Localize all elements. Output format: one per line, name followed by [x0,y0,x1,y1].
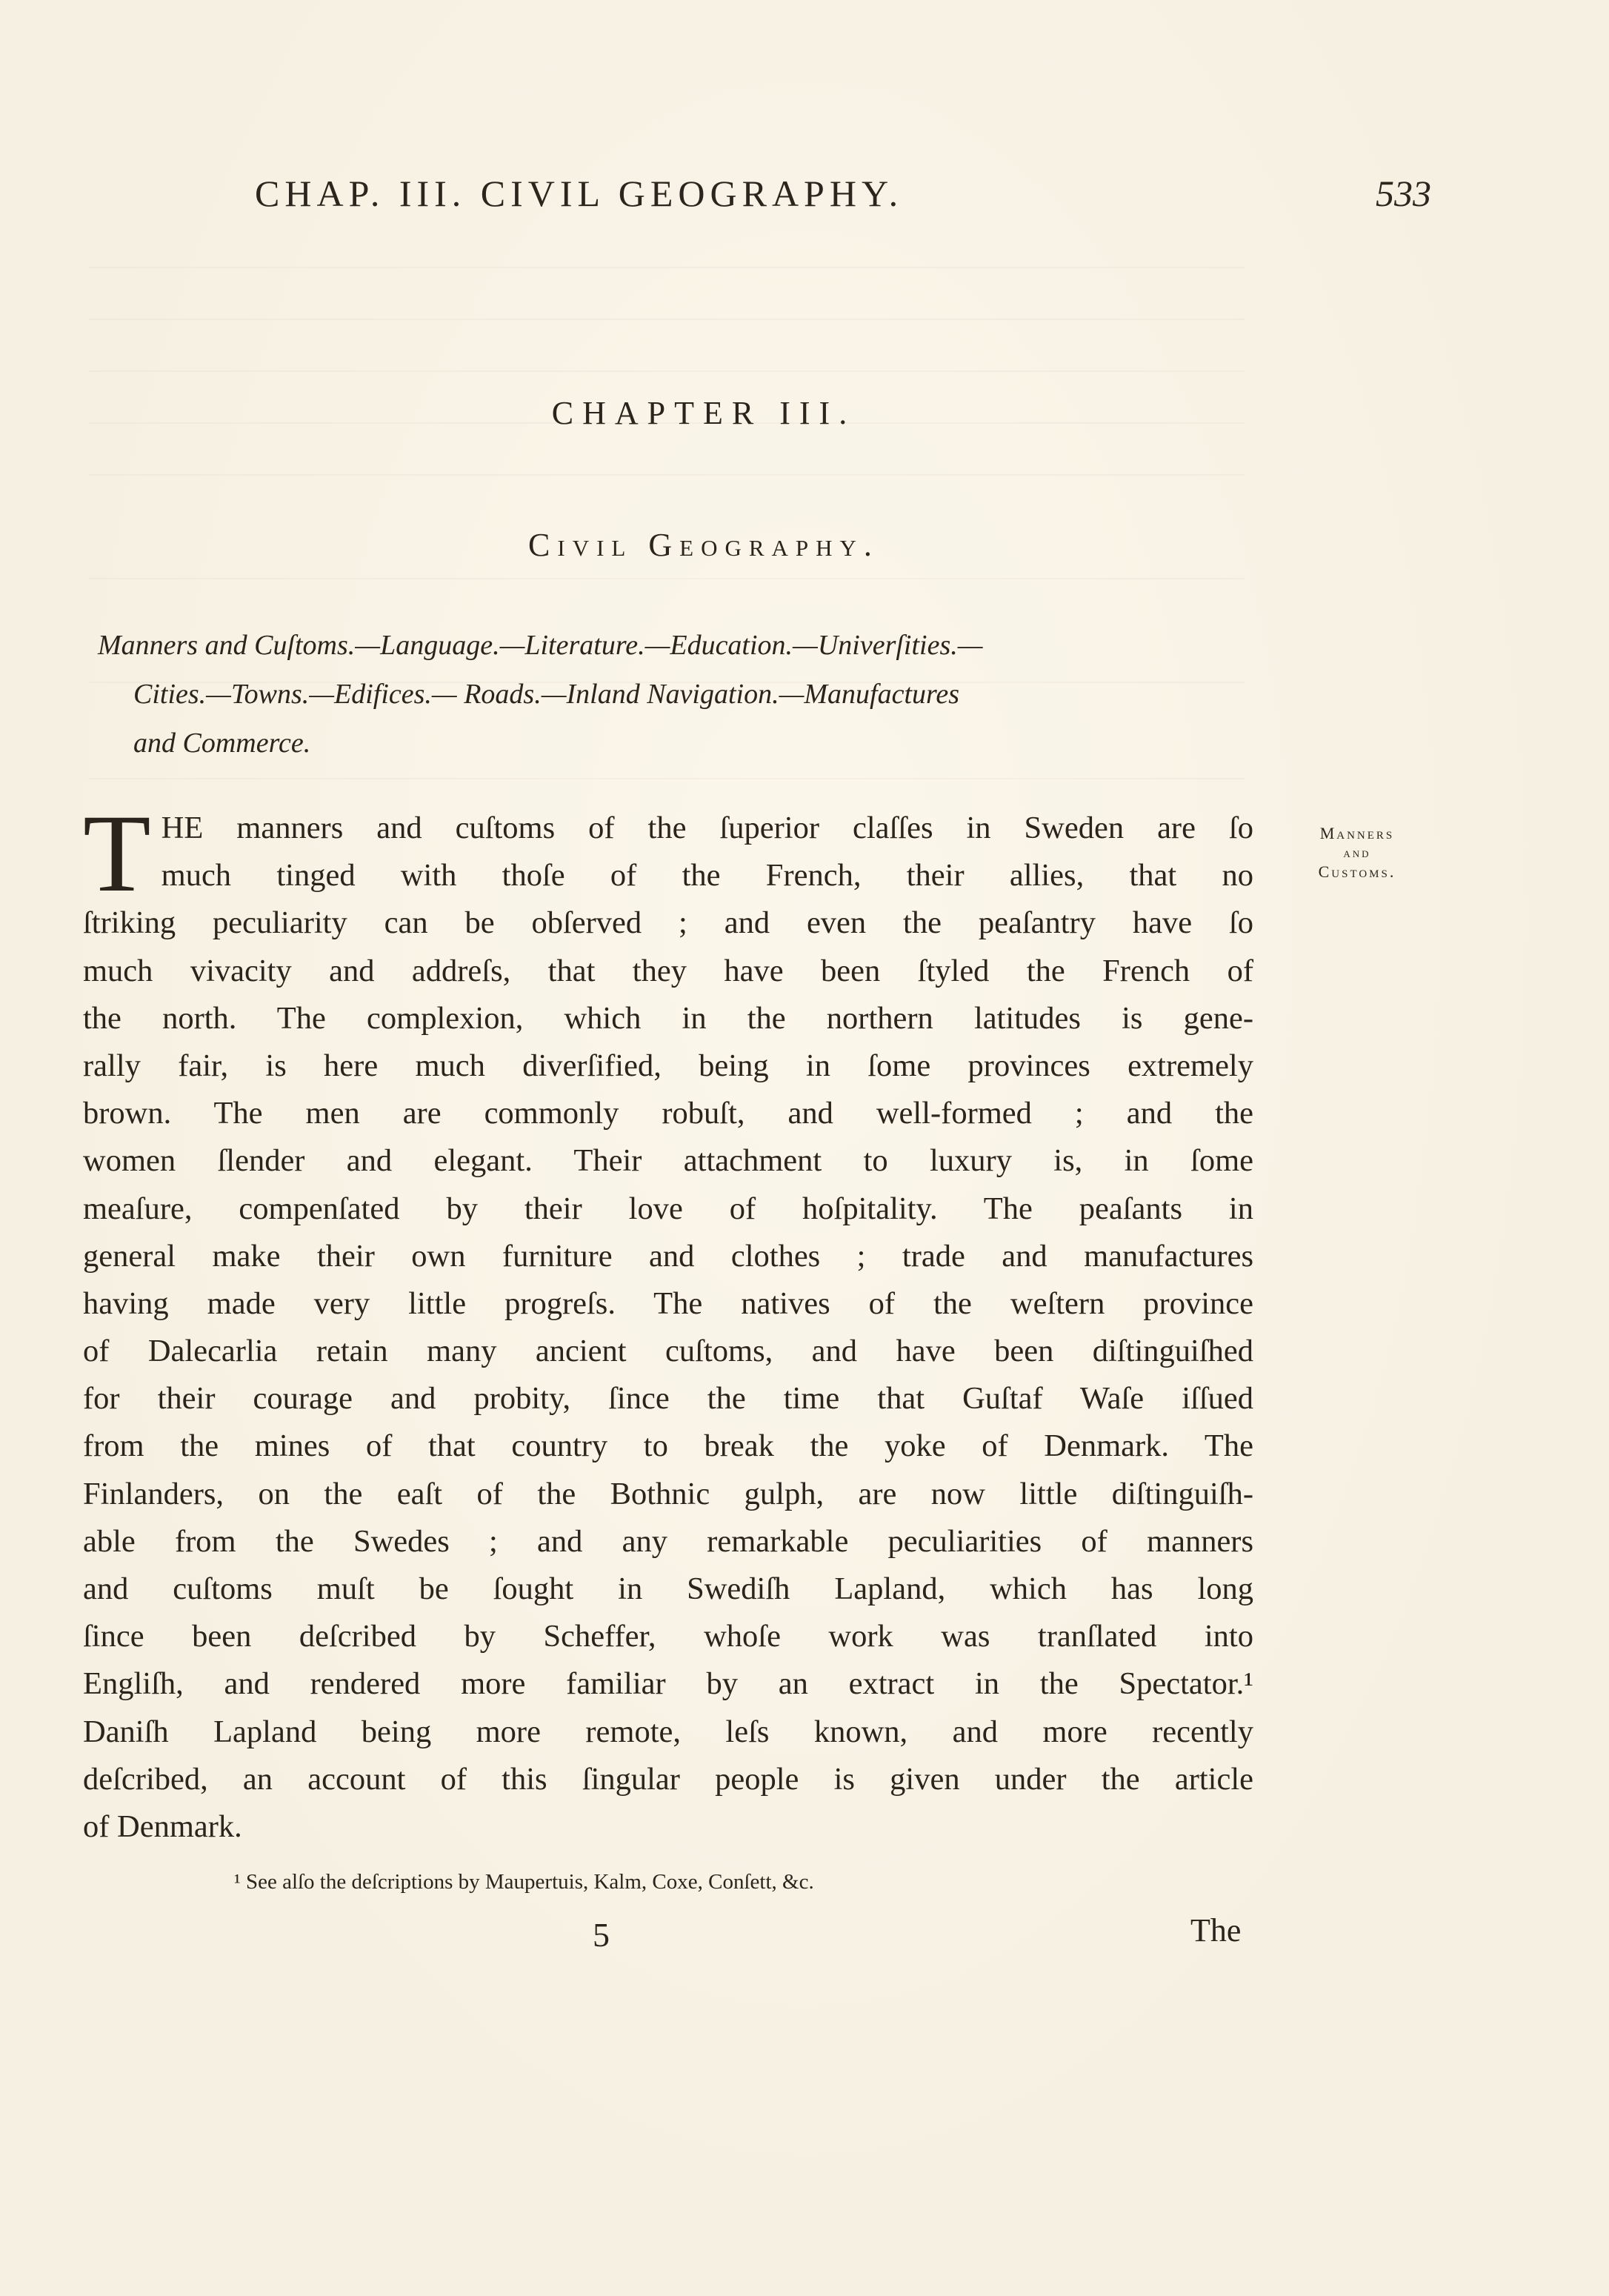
text-line: general make their own furniture and clothes ; trade and manufactures [83,1238,1253,1274]
text-line: for their courage and probity, ſince the time that Guſtaf Waſe iſſued [83,1381,1253,1417]
bleed-through-line [89,267,1245,268]
text-line: rally fair, is here much diverſified, being in ſome provinces extremely [83,1048,1253,1083]
text-line: the north. The complexion, which in the northern latitudes is gene- [83,1000,1253,1036]
margin-note-line: Manners [1319,824,1395,842]
signature-mark: 5 [593,1916,610,1954]
text-line: ſtriking peculiarity can be obſerved ; and even the peaſantry have ſo [83,905,1253,941]
text-line: much vivacity and addreſs, that they have been ſtyled the French of [83,953,1253,988]
text-line: women ſlender and elegant. Their attachment to luxury is, in ſome [83,1143,1253,1179]
text-line: having made very little progreſs. The natives of the weſtern province [83,1285,1253,1321]
contents-line: Manners and Cuſtoms.—Language.—Literature.—Education.—Univerſities.— [98,630,983,661]
margin-note [1290,822,1424,883]
text-line: Daniſh Lapland being more remote, leſs known, and more recently [83,1714,1253,1749]
contents-line: Cities.—Towns.—Edifices.— Roads.—Inland Navigation.—Manufactures [133,679,960,710]
text-line: able from the Swedes ; and any remarkable peculiarities of manners [83,1523,1253,1559]
page-number: 533 [1376,173,1431,214]
text-line: HE manners and cuſtoms of the ſuperior claſſes in Sweden are ſo [161,811,1253,845]
footnote: ¹ See alſo the deſcriptions by Maupertuis, Kalm, Coxe, Conſett, &c. [234,1870,814,1894]
bleed-through-line [89,578,1245,579]
text-line: and cuſtoms muſt be ſought in Swediſh Lapland, which has long [83,1571,1253,1606]
bleed-through-line [89,370,1245,372]
text-line: meaſure, compenſated by their love of hoſpitality. The peaſants in [83,1191,1253,1226]
chapter-title: CHAPTER III. [551,395,856,431]
chapter-contents [98,621,1239,768]
text-line: from the mines of that country to break the yoke of Denmark. The [83,1428,1253,1464]
bleed-through-line [89,474,1245,476]
text-line: much tinged with thoſe of the French, their allies, that no [161,858,1253,894]
text-line: of Denmark. [83,1808,242,1844]
section-title: Civil Geography. [528,527,879,563]
text-line: deſcribed, an account of this ſingular people is given under the article [83,1761,1253,1797]
text-line: of Dalecarlia retain many ancient cuſtoms, and have been diſtinguiſhed [83,1334,1253,1369]
contents-line: and Commerce. [133,728,311,759]
catchword: The [1190,1912,1242,1949]
text-line: Engliſh, and rendered more familiar by an extract in the Spectator.¹ [83,1666,1253,1702]
text-line: ſince been deſcribed by Scheffer, whoſe work was tranſlated into [83,1619,1253,1654]
running-head: CHAP. III. CIVIL GEOGRAPHY. [255,173,904,214]
margin-note-line: Customs. [1318,862,1396,881]
drop-cap: T [83,792,151,915]
margin-note-line: and [1343,845,1371,860]
body-paragraph [83,792,1253,1851]
text-line: brown. The men are commonly robuſt, and well-formed ; and the [83,1096,1253,1131]
text-line: Finlanders, on the eaſt of the Bothnic gulph, are now little diſtinguiſh- [83,1476,1253,1511]
bleed-through-line [89,778,1245,779]
bleed-through-line [89,319,1245,320]
